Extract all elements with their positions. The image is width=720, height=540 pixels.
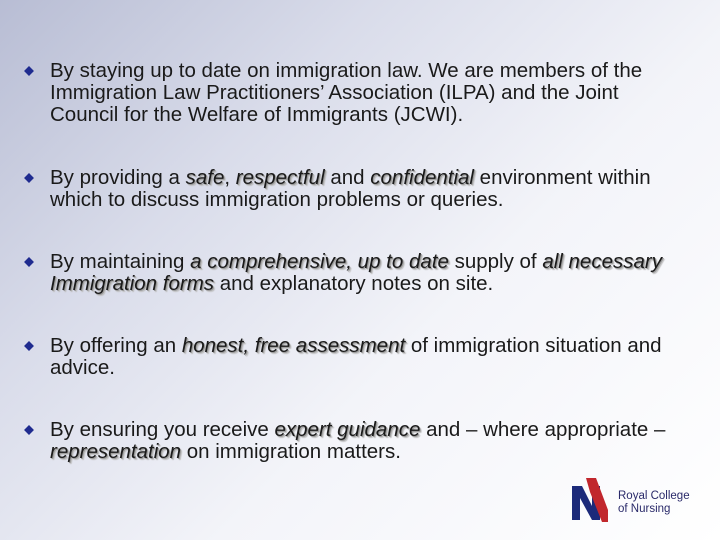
- text-segment: environment within which to discuss immigration problems or queries.: [50, 166, 651, 211]
- rcn-logo-mark-icon: [568, 476, 612, 526]
- bullet-text: [50, 167, 690, 211]
- bullet-diamond-icon: [24, 257, 34, 267]
- highlighted-phrase: honest, free assessment: [181, 334, 406, 357]
- highlighted-phrase: a comprehensive, up to date: [190, 250, 449, 273]
- highlighted-phrase: safe: [185, 166, 225, 189]
- highlighted-phrase: expert guidance: [274, 418, 421, 441]
- text-segment: on immigration matters.: [181, 440, 401, 463]
- rcn-logo-text: [618, 490, 690, 516]
- text-segment: By providing a: [50, 166, 186, 189]
- text-segment: ,: [224, 166, 236, 189]
- text-segment: and: [324, 166, 371, 189]
- bullet-text: [50, 419, 690, 463]
- text-segment: By maintaining: [50, 250, 191, 273]
- bullet-diamond-icon: [24, 341, 34, 351]
- text-segment: By ensuring you receive: [50, 418, 275, 441]
- text-segment: By offering an: [50, 334, 182, 357]
- logo-line-2: of Nursing: [618, 503, 671, 515]
- bullet-diamond-icon: [24, 425, 34, 435]
- bullet-text: [50, 335, 690, 379]
- text-segment: supply of: [448, 250, 543, 273]
- highlighted-phrase: respectful: [235, 166, 325, 189]
- text-segment: and – where appropriate –: [420, 418, 666, 441]
- bullet-text: [50, 60, 690, 126]
- highlighted-phrase: confidential: [370, 166, 474, 189]
- highlighted-phrase: representation: [50, 440, 182, 463]
- bullet-text: [50, 251, 690, 295]
- bullet-diamond-icon: [24, 173, 34, 183]
- text-segment: of immigration situation and advice.: [50, 334, 662, 379]
- rcn-logo: [568, 476, 708, 526]
- bullet-diamond-icon: [24, 66, 34, 76]
- text-segment: By staying up to date on immigration law. We are members of the Immigration Law Practitioners’ Association (ILPA) and the Joint Council for the Welfare of Immigrants (JCWI).: [50, 59, 643, 126]
- logo-line-1: Royal College: [618, 490, 690, 502]
- highlighted-phrase: all necessary Immigration forms: [50, 250, 662, 295]
- text-segment: and explanatory notes on site.: [214, 272, 494, 295]
